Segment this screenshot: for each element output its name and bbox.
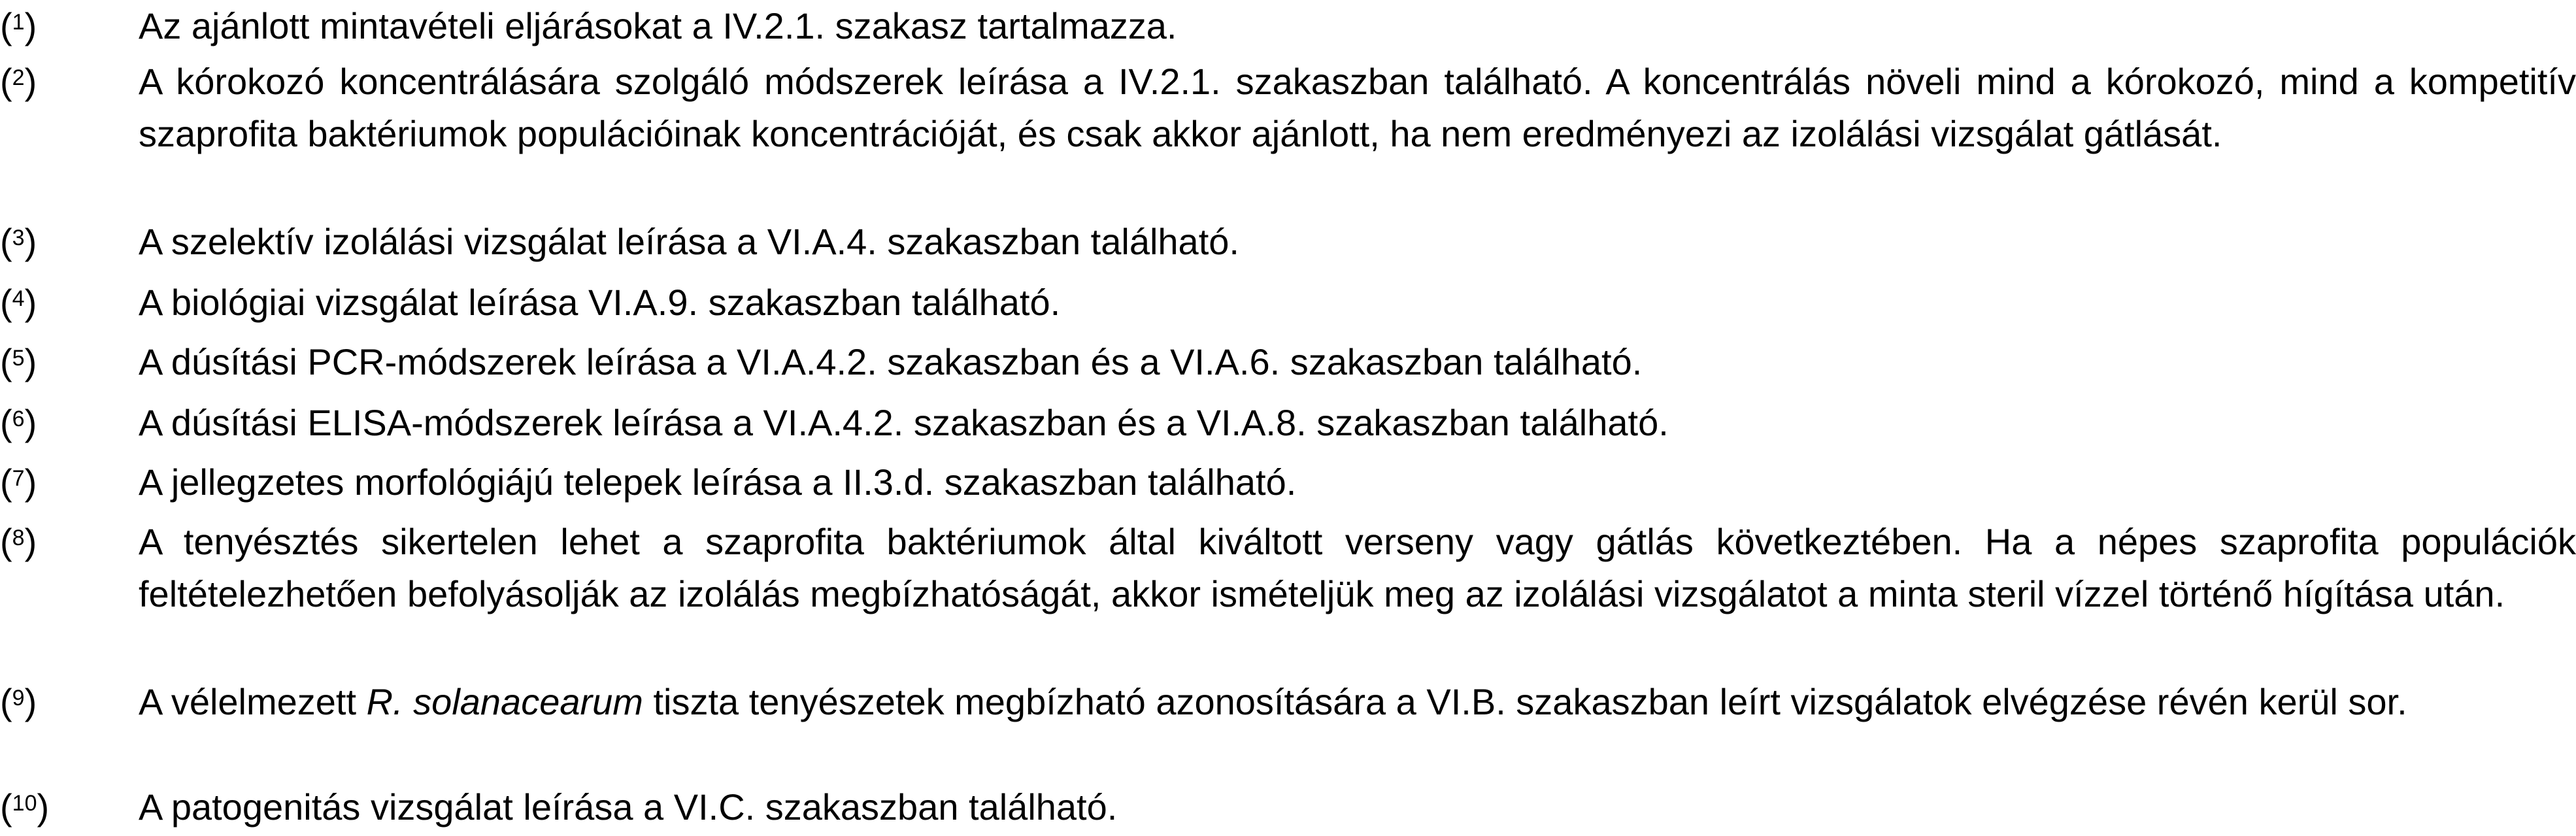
footnote-text: A tenyésztés sikertelen lehet a szaprofita baktériumok által kiváltott verseny vagy gátlás következtében. Ha a népes szaprofita populációk feltételezhetően befolyásolják az izolálás megbízhatóságát, akkor ismételjük meg az izolálási vizsgálatot a minta steril vízzel történő hígítása után.: [139, 521, 2576, 614]
footnote-marker: ($^7$): [0, 461, 37, 503]
species-name: R. solanacearum: [366, 681, 643, 722]
footnote-marker: ($^4$): [0, 282, 37, 323]
footnote-text: A kórokozó koncentrálására szolgáló módszerek leírása a IV.2.1. szakaszban található. A koncentrálás növeli mind a kórokozó, mind a kompetitív szaprofita baktériumok populációinak koncentrációját, és csak akkor ajánlott, ha nem eredményezi az izolálási vizsgálat gátlását.: [139, 61, 2576, 154]
footnote-marker: ($^6$): [0, 402, 37, 443]
footnote-text: A szelektív izolálási vizsgálat leírása a VI.A.4. szakaszban található.: [139, 221, 1239, 262]
footnote-text-after: tiszta tenyészetek megbízható azonosítására a VI.B. szakaszban leírt vizsgálatok elvégzése révén kerül sor.: [643, 681, 2407, 722]
footnote-marker: ($^3$): [0, 221, 37, 262]
footnote-marker: ($^9$): [0, 681, 37, 722]
footnote-marker: ($^1$): [0, 5, 37, 46]
footnote-text: [139, 676, 2576, 728]
footnote-marker: ($^{10}$): [0, 786, 50, 828]
footnote-text: A dúsítási PCR-módszerek leírása a VI.A.4.2. szakaszban és a VI.A.6. szakaszban található.: [139, 341, 1643, 382]
footnote-text: A jellegzetes morfológiájú telepek leírása a II.3.d. szakaszban található.: [139, 461, 1297, 503]
footnote-text: A patogenitás vizsgálat leírása a VI.C. szakaszban található.: [139, 786, 1118, 828]
footnote-marker: ($^2$): [0, 61, 37, 102]
footnote-marker: ($^8$): [0, 521, 37, 562]
footnote-text: A dúsítási ELISA-módszerek leírása a VI.A.4.2. szakaszban és a VI.A.8. szakaszban található.: [139, 402, 1669, 443]
footnote-text: Az ajánlott mintavételi eljárásokat a IV.2.1. szakasz tartalmazza.: [139, 5, 1177, 46]
footnote-marker: ($^5$): [0, 341, 37, 382]
footnote-text-before: A vélelmezett: [139, 681, 367, 722]
footnote-text: A biológiai vizsgálat leírása VI.A.9. szakaszban található.: [139, 282, 1061, 323]
